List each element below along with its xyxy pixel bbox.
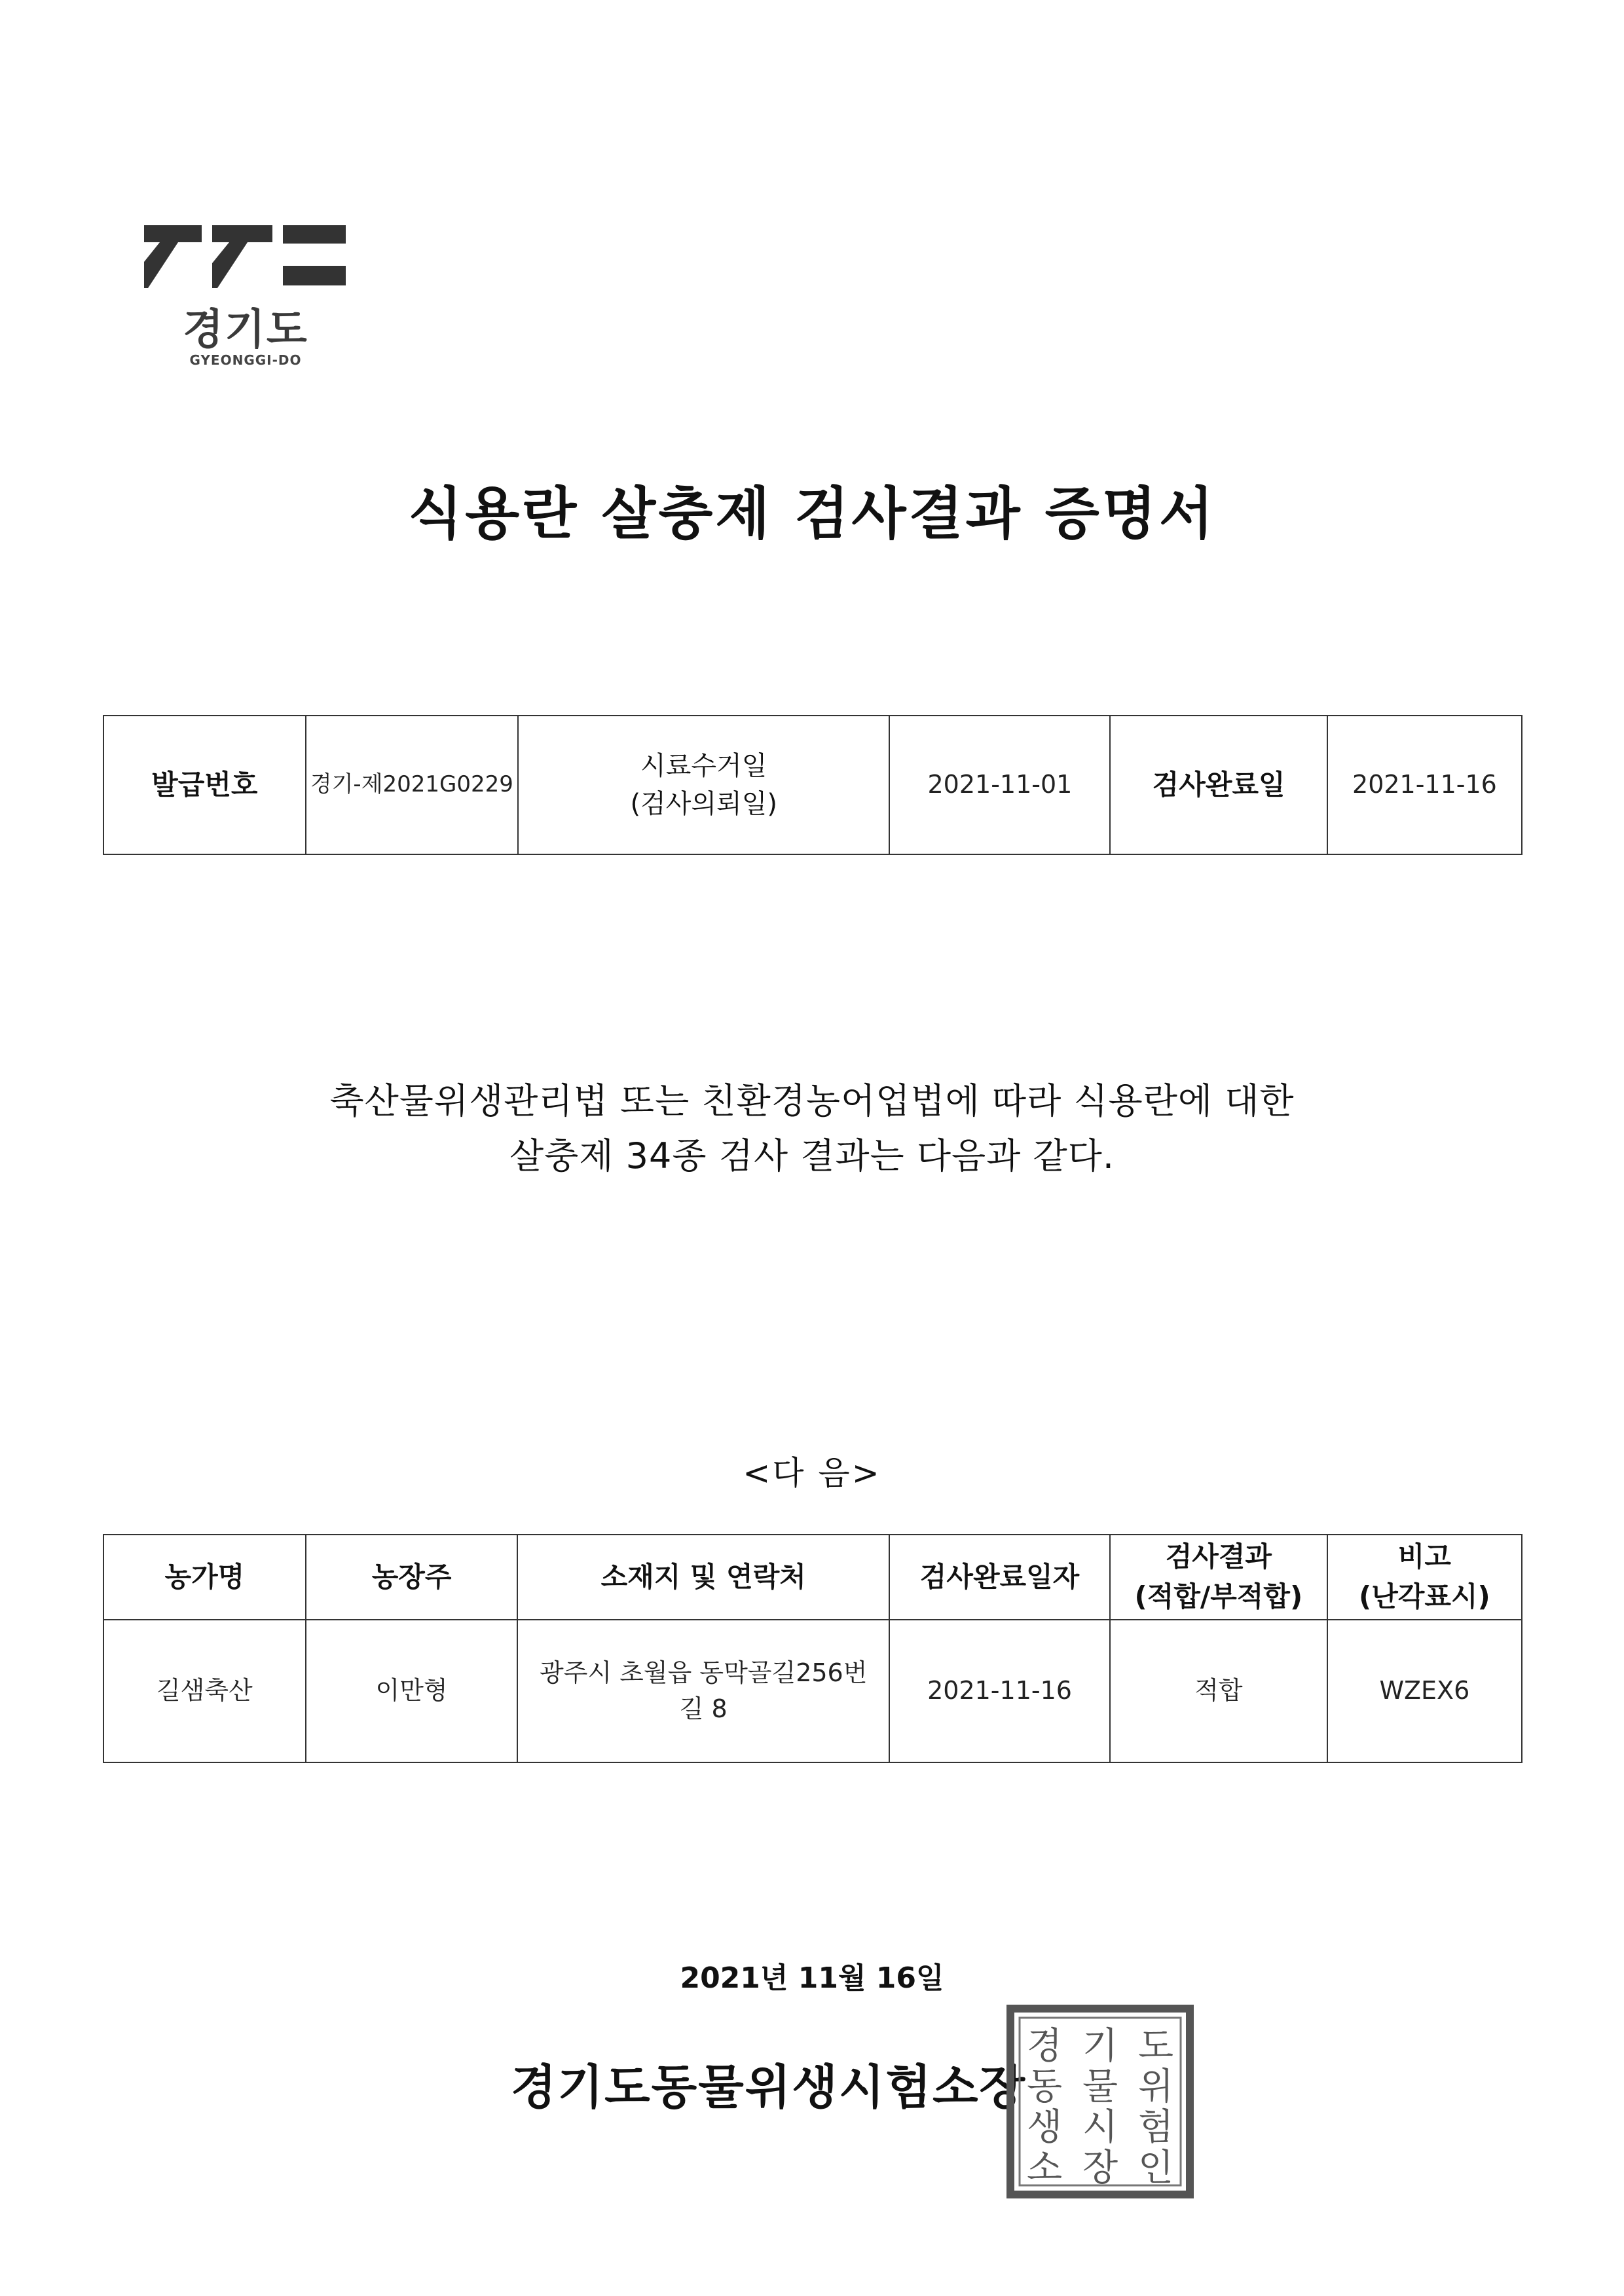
seal-glyph: 동 (1026, 2066, 1063, 2108)
table-row (103, 1620, 1522, 1762)
seal-glyph: 인 (1137, 2147, 1174, 2189)
issue-no-value: 경기-제2021G0229 (306, 716, 518, 854)
cell-address-line2: 길 8 (679, 1694, 728, 1723)
intro-line-1: 축산물위생관리법 또는 친환경농어업법에 따라 식용란에 대한 (329, 1080, 1295, 1121)
complete-date-value: 2021-11-16 (1327, 716, 1522, 854)
intro-statement (0, 1074, 1624, 1184)
seal-glyph: 소 (1026, 2147, 1063, 2189)
seal-glyph: 시 (1082, 2106, 1118, 2149)
logo-name: 경기도 (183, 306, 308, 354)
cell-result: 적합 (1110, 1620, 1327, 1762)
cell-address (517, 1620, 889, 1762)
official-seal (1005, 2003, 1195, 2200)
seal-glyph: 도 (1137, 2025, 1174, 2068)
col-note-line2: (난각표시) (1359, 1580, 1490, 1613)
gyeonggi-logo (144, 223, 354, 373)
sample-date-label-line1: 시료수거일 (640, 751, 767, 781)
col-note (1327, 1535, 1522, 1620)
col-address: 소재지 및 연락처 (517, 1535, 889, 1620)
cell-complete-date: 2021-11-16 (889, 1620, 1110, 1762)
logo-name-en: GYEONGGI-DO (189, 352, 302, 368)
sample-date-label-line2: (검사의뢰일) (630, 789, 777, 819)
sample-date-label (518, 716, 889, 854)
col-result-line2: (적합/부적합) (1134, 1580, 1303, 1613)
cell-owner: 이만형 (306, 1620, 518, 1762)
seal-glyph: 험 (1137, 2106, 1174, 2149)
next-heading: <다 음> (743, 1454, 881, 1492)
issuer-name: 경기도동물위생시험소장 (511, 2060, 1027, 2115)
page-title: 식용란 살충제 검사결과 증명서 (408, 481, 1216, 547)
complete-date-label: 검사완료일 (1110, 716, 1327, 854)
seal-glyph: 생 (1026, 2106, 1063, 2149)
col-owner: 농장주 (306, 1535, 518, 1620)
col-result-line1: 검사결과 (1165, 1540, 1272, 1573)
cell-farm: 길샘축산 (103, 1620, 306, 1762)
issue-no-label: 발급번호 (103, 716, 306, 854)
col-farm: 농가명 (103, 1535, 306, 1620)
intro-line-2: 살충제 34종 검사 결과는 다음과 같다. (509, 1135, 1115, 1176)
col-complete-date: 검사완료일자 (889, 1535, 1110, 1620)
seal-glyph: 기 (1082, 2025, 1118, 2068)
cell-address-line1: 광주시 초월읍 동막골길256번 (539, 1658, 868, 1687)
issue-date: 2021년 11월 16일 (680, 1961, 944, 1995)
cell-note: WZEX6 (1327, 1620, 1522, 1762)
seal-glyph: 경 (1026, 2025, 1063, 2068)
gyeonggi-logo-mark (144, 223, 347, 295)
col-note-line1: 비고 (1397, 1540, 1451, 1573)
result-table-header-row (103, 1535, 1522, 1620)
seal-glyph: 위 (1137, 2066, 1174, 2108)
seal-glyph: 물 (1082, 2066, 1118, 2108)
sample-date-value: 2021-11-01 (889, 716, 1110, 854)
seal-glyph: 장 (1082, 2147, 1118, 2189)
info-table (103, 715, 1522, 855)
result-table (103, 1534, 1522, 1763)
col-result (1110, 1535, 1327, 1620)
